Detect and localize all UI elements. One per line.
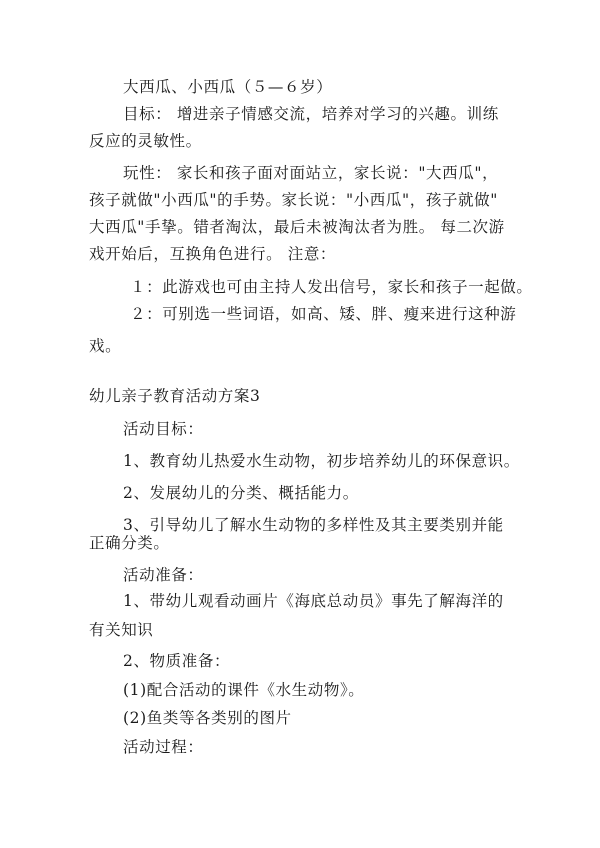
paragraph-line: 有关知识 <box>89 621 154 639</box>
paragraph-line: 戏。 <box>89 337 122 355</box>
paragraph-line: (1)配合活动的课件《水生动物》。 <box>123 681 365 699</box>
paragraph-line: 正确分类。 <box>89 534 170 552</box>
paragraph-line: 2、物质准备： <box>123 652 231 670</box>
paragraph-line: 3、引导幼儿了解水生动物的多样性及其主要类别并能 <box>123 516 504 534</box>
paragraph-line: 玩性： 家长和孩子面对面站立，家长说："大西瓜"， <box>123 164 499 182</box>
paragraph-line: 戏开始后，互换角色进行。 注意： <box>89 245 337 263</box>
paragraph-line: 活动准备： <box>123 566 204 584</box>
paragraph-line: 反应的灵敏性。 <box>89 132 202 150</box>
game-title: 大西瓜、小西瓜（５—６岁） <box>123 78 333 96</box>
paragraph-line: 活动过程： <box>123 738 204 756</box>
paragraph-line: (2)鱼类等各类别的图片 <box>123 709 292 727</box>
paragraph-line: 目标： 增进亲子情感交流，培养对学习的兴趣。训练 <box>123 105 499 123</box>
paragraph-line: 孩子就做"小西瓜"的手势。家长说："小西瓜"，孩子就做" <box>89 191 498 209</box>
section-heading: 幼儿亲子教育活动方案3 <box>89 387 261 405</box>
paragraph-line: 大西瓜"手挚。错者淘汰，最后未被淘汰者为胜。 每二次游 <box>89 218 505 236</box>
paragraph-line: １：此游戏也可由主持人发出信号，家长和孩子一起做。 <box>130 278 533 296</box>
paragraph-line: 活动目标： <box>123 420 204 438</box>
paragraph-line: ２：可别选一些词语，如高、矮、胖、瘦来进行这种游 <box>130 305 517 323</box>
paragraph-line: 1、带幼儿观看动画片《海底总动员》事先了解海洋的 <box>123 592 504 610</box>
paragraph-line: 1、教育幼儿热爱水生动物，初步培养幼儿的环保意识。 <box>123 452 520 470</box>
paragraph-line: 2、发展幼儿的分类、概括能力。 <box>123 484 359 502</box>
